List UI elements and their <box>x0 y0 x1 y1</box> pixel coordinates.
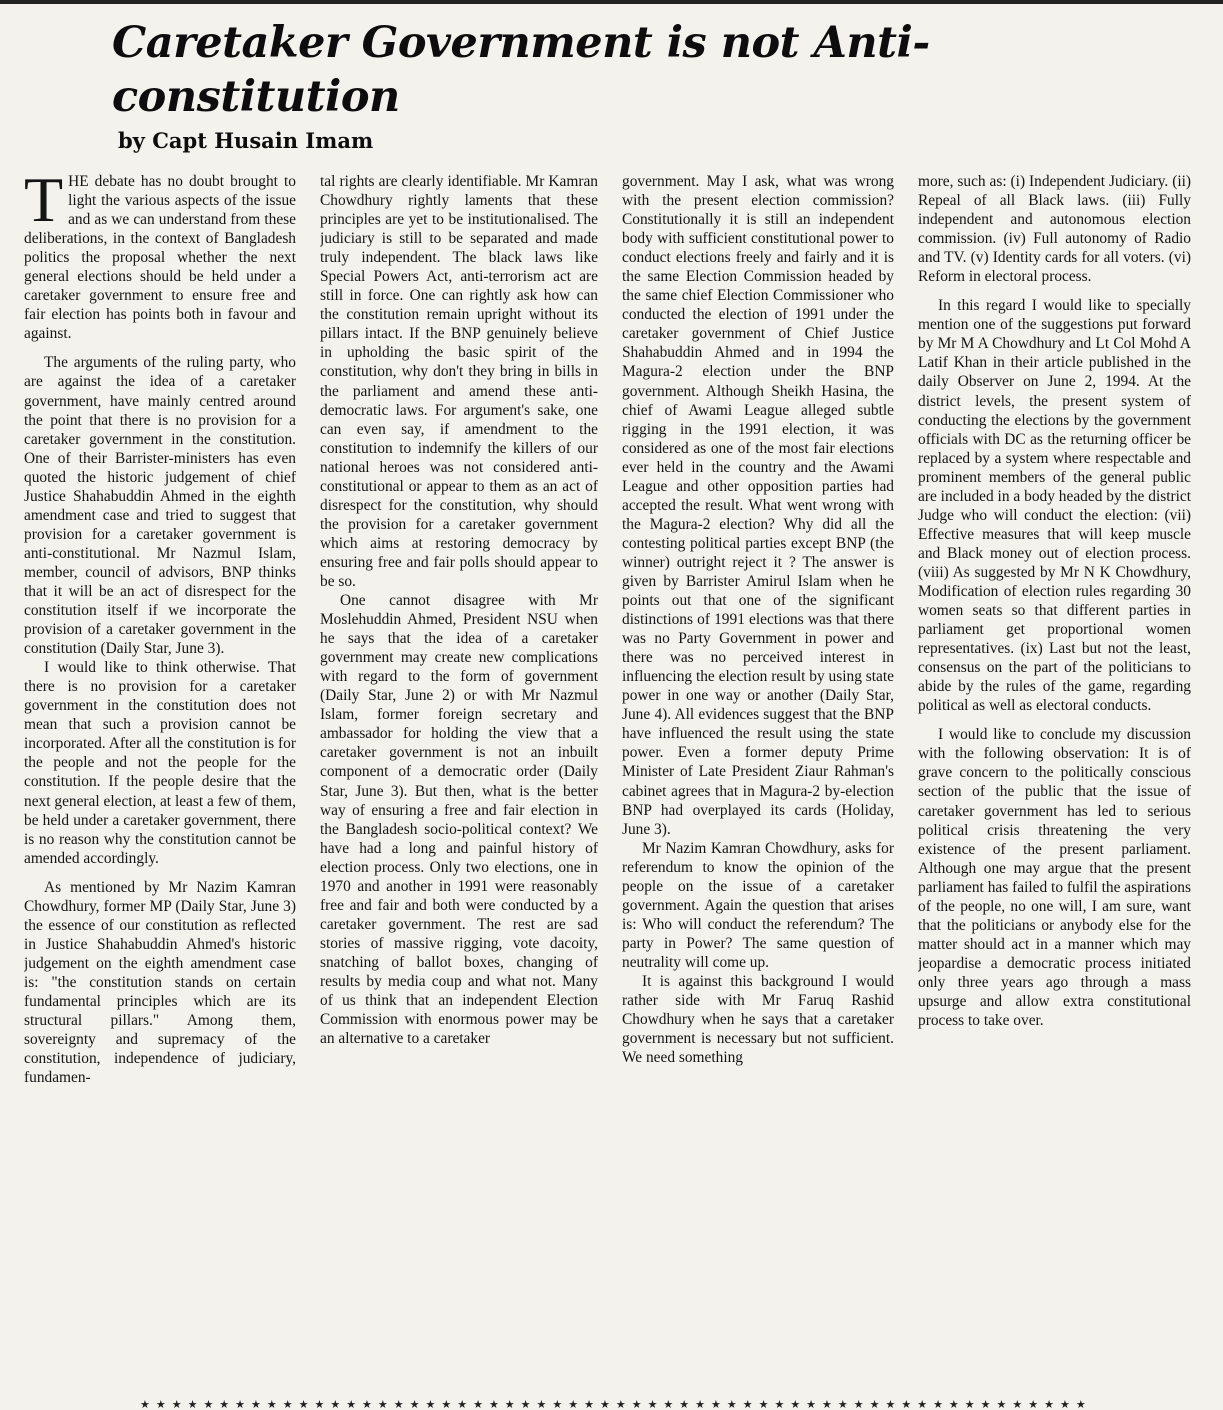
article-paragraph: It is against this background I would rather side with Mr Faruq Rashid Chowdhury when he says that a caretaker government is necessary but not sufficient. We need something <box>622 972 894 1067</box>
top-rule <box>0 0 1223 4</box>
bottom-dotted-rule: ★★★★★★★★★★★★★★★★★★★★★★★★★★★★★★★★★★★★★★★★★★★★★★★★★★★★★★★★★★★★ <box>140 1398 1092 1410</box>
article-column-1 <box>24 172 296 1394</box>
article-paragraph: As mentioned by Mr Nazim Kamran Chowdhury, former MP (Daily Star, June 3) the essence of our constitution as reflected in Justice Shahabuddin Ahmed's historic judgement on the eighth amendment case is: "the constitution stands on certain fundamental principles which are its structural pillars." Among them, sovereignty and supremacy of the constitution, independence of judiciary, fundamen- <box>24 878 296 1087</box>
article-paragraph: government. May I ask, what was wrong with the present election commission? Constitutionally it is still an independent body with sufficient constitutional power to conduct elections freely and fairly and it is the same Election Commission headed by the same chief Election Commissioner who conducted the election of 1991 under the caretaker government of Chief Justice Shahabuddin Ahmed and in 1994 the Magura-2 election under the BNP government. Although Sheikh Hasina, the chief of Awami League alleged subtle rigging in the 1991 election, it was considered as one of the most fair elections ever held in the country and the Awami League and other opposition parties had accepted the result. What went wrong with the Magura-2 election? Why did all the contesting political parties except BNP (the winner) outright reject it ? The answer is given by Barrister Amirul Islam when he points out that one of the significant distinctions of 1991 elections was that there was no Party Government in power and there was no perceived interest in influencing the election result by using state power in one way or another (Daily Star, June 4). All evidences suggest that the BNP have influenced the result using the state power. Even a former deputy Prime Minister of Late President Ziaur Rahman's cabinet agrees that in Magura-2 by-election BNP had overplayed its cards (Holiday, June 3). <box>622 173 894 838</box>
drop-cap: T <box>24 172 64 235</box>
article-paragraph: In this regard I would like to specially mention one of the suggestions put forward by Mr M A Chowdhury and Lt Col Mohd A Latif Khan in their article published in the daily Observer on June 2, 1994. At the district levels, the present system of conducting the elections by the government officials with DC as the returning officer be replaced by a system where respectable and prominent members of the general public are included in a body headed by the district Judge who will conduct the election: (vii) Effective measures that will keep muscle and Black money out of election process. (viii) As suggested by Mr N K Chowdhury, Modification of election rules regarding 30 women seats so that different parties in parliament get proportional women representatives. (ix) Last but not the least, consensus on the part of the politicians to abide by the rules of the game, regarding political as well as electoral conducts. <box>918 297 1191 715</box>
article-paragraph: more, such as: (i) Independent Judiciary. (ii) Repeal of all Black laws. (iii) Fully independent and autonomous election commission. (iv) Full autonomy of Radio and TV. (v) Identity cards for all voters. (vi) Reform in electoral process. <box>918 173 1191 286</box>
article-paragraph: Mr Nazim Kamran Chowdhury, asks for referendum to know the opinion of the people on the issue of a caretaker government. Again the question that arises is: Who will conduct the referendum? The party in Power? The same question of neutrality will come up. <box>622 839 894 971</box>
article-paragraph: The arguments of the ruling party, who are against the idea of a caretaker government, have mainly centred around the point that there is no provision for a caretaker government in the constitution. One of their Barrister-ministers has even quoted the historic judgement of chief Justice Shahabuddin Ahmed in the eighth amendment case and tried to suggest that provision for a caretaker government is anti-constitutional. Mr Nazmul Islam, member, council of advisors, BNP thinks that it will be an act of disrespect for the constitution itself if we incorporate the provision of a caretaker government in the constitution (Daily Star, June 3). <box>24 354 296 658</box>
article-paragraph: One cannot disagree with Mr Moslehuddin Ahmed, President NSU when he says that the idea of a caretaker government may create new complications with regard to the form of government (Daily Star, June 2) or with Mr Nazmul Islam, former foreign secretary and ambassador for holding the view that a caretaker government is not an inbuilt component of a democratic order (Daily Star, June 3). But then, what is the better way of ensuring a free and fair election in the Bangladesh socio-political context? We have had a long and painful history of election process. Only two elections, one in 1970 and another in 1991 were reasonably free and fair and both were conducted by a caretaker government. The rest are sad stories of massive rigging, vote dacoity, snatching of ballot boxes, changing of results by media coup and what not. Many of us think that an independent Election Commission with enormous power may be an alternative to a caretaker <box>320 592 598 1048</box>
article-paragraph-intro <box>24 172 296 343</box>
intro-text: HE debate has no doubt brought to light the various aspects of the issue and as we can understand from these deliberations, in the context of Bangladesh politics the proposal whether the next general elections should be held under a caretaker government to ensure free and fair election has points both in favour and against. <box>24 173 296 343</box>
article-paragraph: I would like to conclude my discussion with the following observation: It is of grave concern to the politically conscious section of the public that the issue of caretaker government has led to serious political crisis threatening the very existence of the present parliament. Although one may argue that the present parliament has failed to fulfil the aspirations of the people, no one will, I am sure, want that the politicians or anybody else for the matter should act in a manner which may jeopardise a democratic process initiated only three years ago through a mass upsurge and allow extra constitutional process to take over. <box>918 726 1191 1030</box>
article-byline: by Capt Husain Imam <box>118 128 374 153</box>
article-headline: Caretaker Government is not Anti-constitution <box>112 18 930 122</box>
article-column-3 <box>622 172 894 1394</box>
article-paragraph: I would like to think otherwise. That there is no provision for a caretaker government in the constitution does not mean that such a provision cannot be incorporated. After all the constitution is for the people and not the people for the constitution. If the people desire that the next general election, at least a few of them, be held under a caretaker government, there is no reason why the constitution cannot be amended accordingly. <box>24 659 296 867</box>
article-paragraph: tal rights are clearly identifiable. Mr Kamran Chowdhury rightly laments that these principles are yet to be institutionalised. The judiciary is still to be separated and made truly independent. The black laws like Special Powers Act, anti-terrorism act are still in force. One can rightly ask how can the constitution remain upright without its pillars intact. If the BNP genuinely believe in upholding the basic spirit of the constitution, why don't they bring in bills in the parliament and amend these anti-democratic laws. For argument's sake, one can even say, if amendment to the constitution to indemnify the killers of our national heroes was not considered anti-constitutional or appear to them as an act of disrespect for the constitution, why should the provision for a caretaker government which aims at restoring democracy by ensuring free and fair polls should appear to be so. <box>320 173 598 590</box>
article-column-4 <box>918 172 1191 1394</box>
article-column-2 <box>320 172 598 1394</box>
